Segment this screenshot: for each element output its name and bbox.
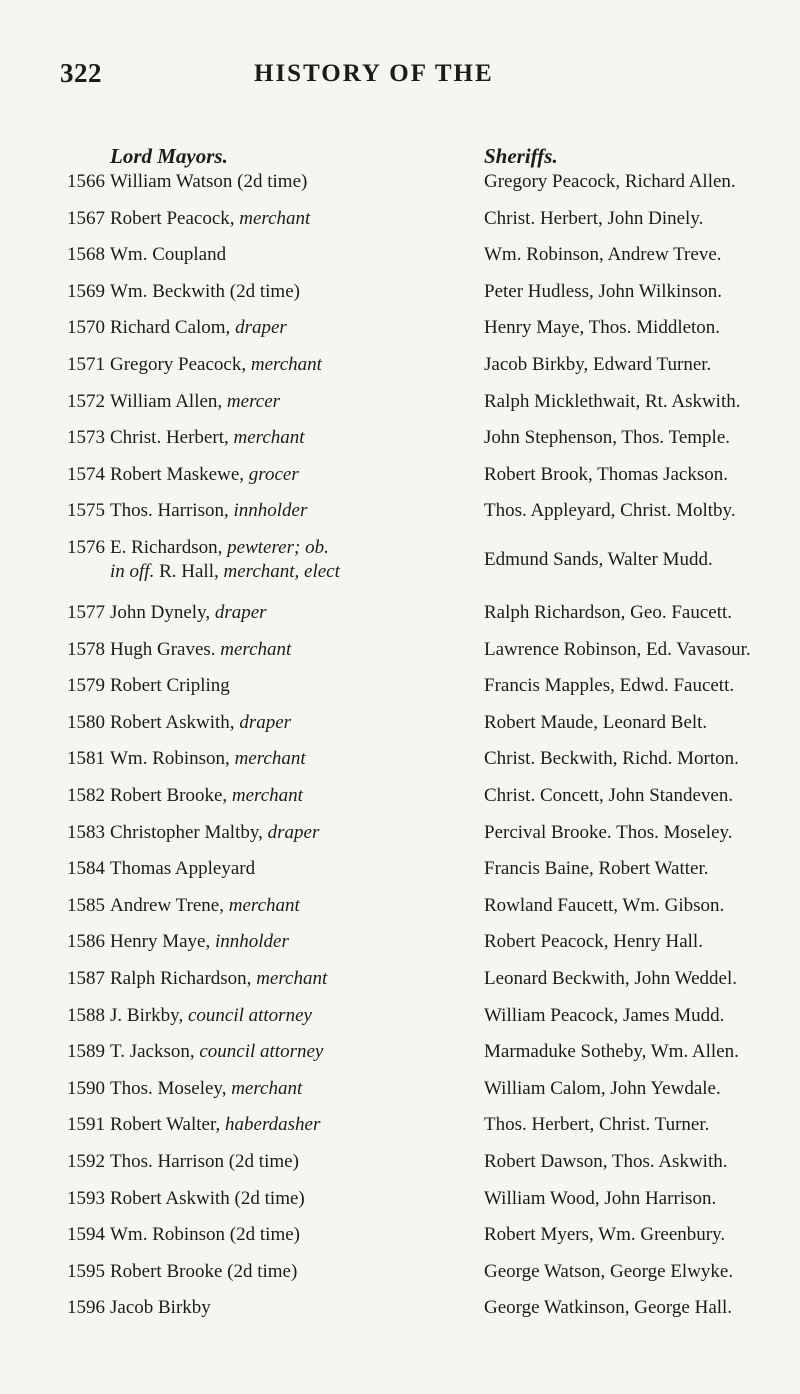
sheriffs: Edmund Sands, Walter Mudd. [484,549,713,570]
mayor-name: Thomas Appleyard [110,858,256,880]
mayor-occupation: merchant [239,207,311,229]
mayor-occupation: council attorney [199,1041,324,1063]
year: 1596 [67,1297,105,1319]
sheriffs: Marmaduke Sotheby, Wm. Allen. [484,1041,739,1063]
mayor-name: J. Birkby, [110,1004,188,1026]
sheriffs: Henry Maye, Thos. Middleton. [484,317,721,339]
lord-mayor [110,353,455,377]
sheriffs: Francis Baine, Robert Watter. [484,858,709,880]
sheriffs: Ralph Richardson, Geo. Faucett. [484,602,733,623]
lord-mayor [110,930,455,954]
mayor-name: Andrew Trene, [110,894,229,916]
year: 1585 [67,894,105,916]
year: 1567 [67,207,105,229]
sheriffs: William Peacock, James Mudd. [484,1004,725,1026]
year: 1589 [67,1041,105,1063]
mayor-name: Robert Askwith (2d time) [110,1187,305,1209]
lord-mayor [110,638,455,662]
mayor-name: Wm. Coupland [110,244,227,266]
year: 1578 [67,638,105,660]
mayor-name: Robert Maskewe, [110,463,249,485]
sheriffs: Lawrence Robinson, Ed. Vavasour. [484,638,751,660]
mayor-occupation: innholder [215,931,289,953]
sheriffs: John Stephenson, Thos. Temple. [484,427,731,449]
sheriffs: Rowland Faucett, Wm. Gibson. [484,894,725,916]
lord-mayor [110,207,455,231]
year: 1575 [67,500,105,522]
mayor-occupation: pewterer; ob. [227,537,329,558]
note-occupation: merchant, elect [223,561,340,582]
sheriffs: Robert Myers, Wm. Greenbury. [484,1224,726,1246]
sheriffs: George Watkinson, George Hall. [484,1297,733,1319]
year: 1577 [67,602,105,623]
year: 1591 [67,1114,105,1136]
mayor-name: William Allen, [110,390,227,412]
mayor-occupation: haberdasher [225,1114,321,1136]
lord-mayor [110,784,455,808]
mayor-name: William Watson (2d time) [110,171,308,192]
lord-mayor [110,463,455,487]
sheriffs: Christ. Concett, John Standeven. [484,785,734,806]
lord-mayor [110,967,455,991]
sheriffs: Percival Brooke. Thos. Moseley. [484,821,733,843]
mayor-name: Christopher Maltby, [110,821,268,843]
mayor-name: Thos. Harrison, [110,500,234,522]
mayor-occupation: council attorney [187,1004,312,1026]
year: 1571 [67,354,105,375]
mayor-name: T. Jackson, [110,1041,200,1063]
mayor-occupation: innholder [233,500,308,522]
mayor-name: Wm. Beckwith (2d time) [110,280,300,302]
mayor-name: E. Richardson, [110,537,228,558]
sheriffs: Christ. Beckwith, Richd. Morton. [484,748,739,770]
lord-mayor [110,1296,455,1320]
lord-mayor [110,1004,455,1028]
year: 1595 [67,1260,105,1282]
lord-mayor [110,1187,455,1211]
year: 1573 [67,427,105,449]
lord-mayor [110,711,455,735]
year: 1583 [67,821,105,843]
year: 1576 [67,537,105,558]
mayor-name: Henry Maye, [110,931,215,953]
mayor-name: Richard Calom, [110,317,236,339]
sheriffs: Jacob Birkby, Edward Turner. [484,354,712,375]
mayor-occupation: mercer [226,390,281,412]
sheriffs: Thos. Herbert, Christ. Turner. [484,1114,710,1136]
year: 1574 [67,463,105,485]
year: 1584 [67,858,105,880]
mayor-name: Ralph Richardson, [110,968,257,989]
mayor-name: Wm. Robinson (2d time) [110,1224,300,1246]
year: 1588 [67,1004,105,1026]
mayor-occupation: merchant [234,748,306,770]
column-heading-sheriffs: Sheriffs. [484,144,558,168]
year: 1570 [67,317,105,339]
sheriffs: William Calom, John Yewdale. [484,1077,721,1099]
mayor-occupation: draper [235,317,287,339]
sheriffs: Francis Mapples, Edwd. Faucett. [484,675,735,697]
lord-mayor [110,821,455,845]
lord-mayor [110,1077,455,1101]
mayor-name: Robert Peacock, [110,207,240,229]
year: 1592 [67,1151,105,1172]
mayor-name: Thos. Moseley, [110,1077,232,1099]
lord-mayor [110,894,455,918]
lord-mayor [110,316,455,340]
year: 1593 [67,1187,105,1209]
lord-mayor [110,243,455,267]
mayor-name: Gregory Peacock, [110,354,251,375]
lord-mayor [110,280,455,304]
sheriffs: Gregory Peacock, Richard Allen. [484,171,736,192]
sheriffs: George Watson, George Elwyke. [484,1260,734,1282]
mayor-name: Robert Cripling [110,675,230,697]
mayor-name: Robert Askwith, [110,711,240,733]
sheriffs: William Wood, John Harrison. [484,1187,717,1209]
lord-mayor [110,674,455,698]
year: 1569 [67,280,105,302]
column-heading-lord-mayors: Lord Mayors. [110,144,228,168]
mayor-name: John Dynely, [110,602,215,623]
sheriffs: Leonard Beckwith, John Weddel. [484,968,737,989]
mayor-name: Robert Walter, [110,1114,226,1136]
year: 1572 [67,390,105,412]
sheriffs: Robert Dawson, Thos. Askwith. [484,1151,728,1172]
note-italic: in off. [110,561,155,582]
lord-mayor [110,426,455,450]
lord-mayor [110,1040,455,1064]
year: 1594 [67,1224,105,1246]
lord-mayor [110,499,455,523]
year: 1568 [67,244,105,266]
lord-mayor [110,601,455,625]
lord-mayor [110,536,455,584]
sheriffs: Christ. Herbert, John Dinely. [484,207,704,229]
mayor-name: Wm. Robinson, [110,748,235,770]
lord-mayor [110,1150,455,1174]
sheriffs: Thos. Appleyard, Christ. Moltby. [484,500,736,522]
year: 1566 [67,171,105,192]
mayor-note-line [110,560,455,584]
sheriffs: Robert Brook, Thomas Jackson. [484,463,728,485]
mayor-occupation: draper [267,821,320,843]
mayor-name: Jacob Birkby [110,1297,211,1319]
page-number: 322 [60,58,102,88]
lord-mayor [110,1260,455,1284]
sheriffs: Robert Peacock, Henry Hall. [484,931,703,953]
lord-mayor [110,1223,455,1247]
note-name: R. Hall, [154,561,224,582]
sheriffs: Peter Hudless, John Wilkinson. [484,280,722,302]
mayor-name: Robert Brooke, [110,785,232,806]
year: 1586 [67,931,105,953]
mayor-occupation: grocer [248,463,299,485]
mayor-occupation: merchant [250,354,322,375]
year: 1580 [67,711,105,733]
lord-mayor [110,857,455,881]
sheriffs: Wm. Robinson, Andrew Treve. [484,244,722,266]
sheriffs: Robert Maude, Leonard Belt. [484,711,708,733]
mayor-occupation: draper [239,711,292,733]
mayor-occupation: merchant [256,968,328,989]
lord-mayor [110,170,455,194]
running-title: HISTORY OF THE [254,60,494,87]
mayor-occupation: merchant [231,785,303,806]
mayor-occupation: merchant [220,638,292,660]
year: 1581 [67,748,105,770]
year: 1579 [67,675,105,697]
mayor-occupation: draper [214,602,267,623]
year: 1582 [67,785,105,806]
page-header [0,58,800,98]
sheriffs: Ralph Micklethwait, Rt. Askwith. [484,390,741,412]
mayor-occupation: merchant [231,1077,303,1099]
mayor-occupation: merchant [228,894,300,916]
mayor-name: Hugh Graves. [110,638,221,660]
year: 1590 [67,1077,105,1099]
mayor-name: Robert Brooke (2d time) [110,1260,298,1282]
lord-mayor [110,1113,455,1137]
mayor-name: Thos. Harrison (2d time) [110,1151,299,1172]
year: 1587 [67,968,105,989]
mayor-name: Christ. Herbert, [110,427,234,449]
lord-mayor [110,390,455,414]
lord-mayor [110,747,455,771]
mayor-occupation: merchant [233,427,305,449]
